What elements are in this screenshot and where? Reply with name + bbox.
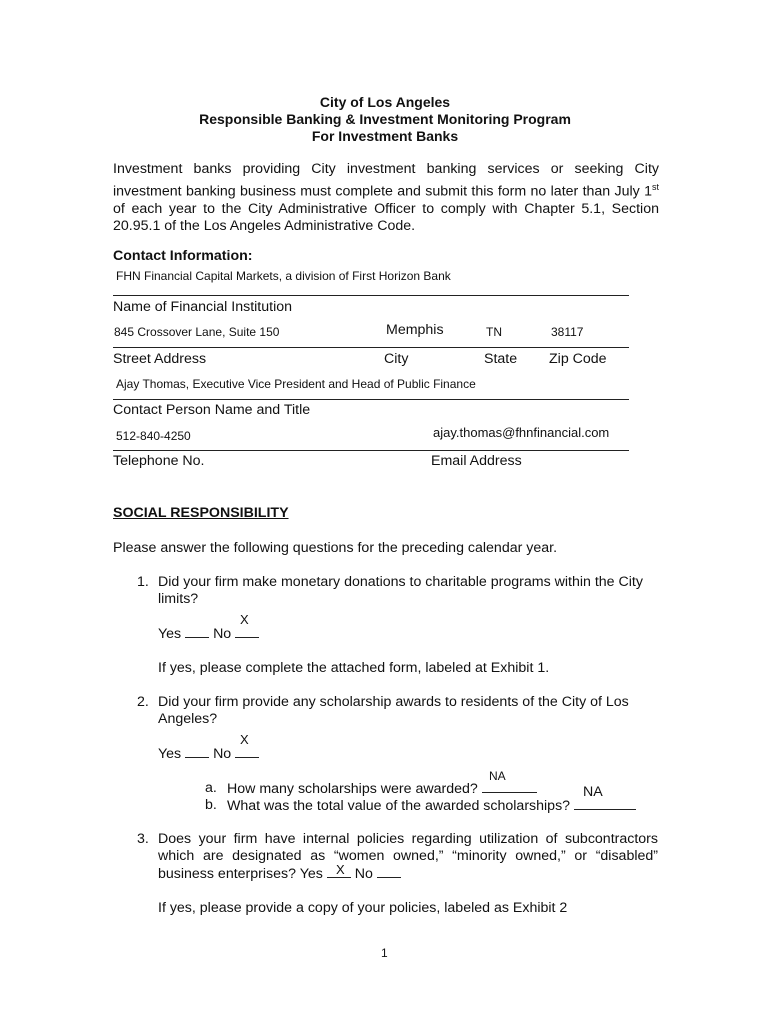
state-label: State [484,351,518,367]
contact-person-value[interactable]: Ajay Thomas, Executive Vice President and Head of Public Finance [116,377,476,391]
q2b-answer: NA [583,784,603,800]
q2a-text: How many scholarships were awarded? [227,781,478,797]
q1-number: 1. [137,574,149,590]
address-line [113,347,629,348]
q3-line2: which are designated as “women owned,” “minority owned,” or “disabled” [158,848,658,864]
document-title: City of Los Angeles [319,94,451,110]
q3-line1: Does your firm have internal policies regarding utilization of subcontractors [158,831,658,847]
q2-no-label: No [213,746,232,762]
phone-value[interactable]: 512-840-4250 [116,429,191,443]
q2-number: 2. [137,694,149,710]
q2a-label: a. [205,780,217,796]
program-title: Responsible Banking & Investment Monitoring Program [199,111,571,127]
email-label: Email Address [431,453,522,469]
q2-yes-label: Yes [158,746,182,762]
state-value[interactable]: TN [486,325,502,339]
q1-no-mark: X [240,612,249,627]
street-value[interactable]: 845 Crossover Lane, Suite 150 [114,325,280,339]
q2-line1: Did your firm provide any scholarship awards to residents of the City of Los [158,694,629,710]
institution-value[interactable]: FHN Financial Capital Markets, a division of First Horizon Bank [116,269,451,283]
q1-yes-blank[interactable] [185,624,209,638]
q2b-text: What was the total value of the awarded scholarships? [227,798,571,814]
q3-yes-label: business enterprises? Yes [158,866,323,882]
q1-followup: If yes, please complete the attached form, labeled at Exhibit 1. [158,660,550,676]
street-label: Street Address [113,351,207,367]
intro-superscript: st [651,181,659,192]
q3-yes-mark: X [336,862,345,877]
q2-yes-blank[interactable] [185,744,209,758]
institution-line [113,295,629,296]
q3-no-label: No [354,866,373,882]
social-instruction: Please answer the following questions for the preceding calendar year. [113,540,558,556]
program-subtitle: For Investment Banks [311,128,459,144]
city-value[interactable]: Memphis [386,322,444,338]
q1-no-label: No [213,626,232,642]
q3-number: 3. [137,831,149,847]
q3-line3 [158,864,401,883]
q1-line1: Did your firm make monetary donations to charitable programs within the City [158,574,643,590]
intro-text-part2: of each year to the City Administrative Officer to comply with Chapter 5.1, Section 20.95.1 of the Los Angeles Administrative Code. [113,200,659,235]
q1-line2: limits? [158,591,199,607]
zip-value[interactable]: 38117 [551,325,584,339]
email-value[interactable]: ajay.thomas@fhnfinancial.com [433,425,610,440]
contact-person-label: Contact Person Name and Title [113,402,311,418]
q2-no-mark: X [240,732,249,747]
intro-text-part1: Investment banks providing City investment banking services or seeking City investment banking business must complete and submit this form no later than July 1 [113,161,659,200]
institution-label: Name of Financial Institution [113,299,293,315]
city-label: City [384,351,409,367]
page-number: 1 [381,946,388,960]
q2b-question [227,796,636,815]
phone-label: Telephone No. [113,453,205,469]
intro-paragraph [113,161,659,236]
phone-email-line [113,450,629,451]
q3-no-blank[interactable] [377,864,401,878]
q3-followup: If yes, please provide a copy of your policies, labeled as Exhibit 2 [158,900,568,916]
q1-yes-label: Yes [158,626,182,642]
social-responsibility-heading: SOCIAL RESPONSIBILITY [113,505,289,521]
q2-line2: Angeles? [158,711,218,727]
q2a-answer: NA [489,769,506,783]
zip-label: Zip Code [549,351,607,367]
q2b-label: b. [205,797,217,813]
contact-heading: Contact Information: [113,248,253,264]
contact-person-line [113,399,629,400]
